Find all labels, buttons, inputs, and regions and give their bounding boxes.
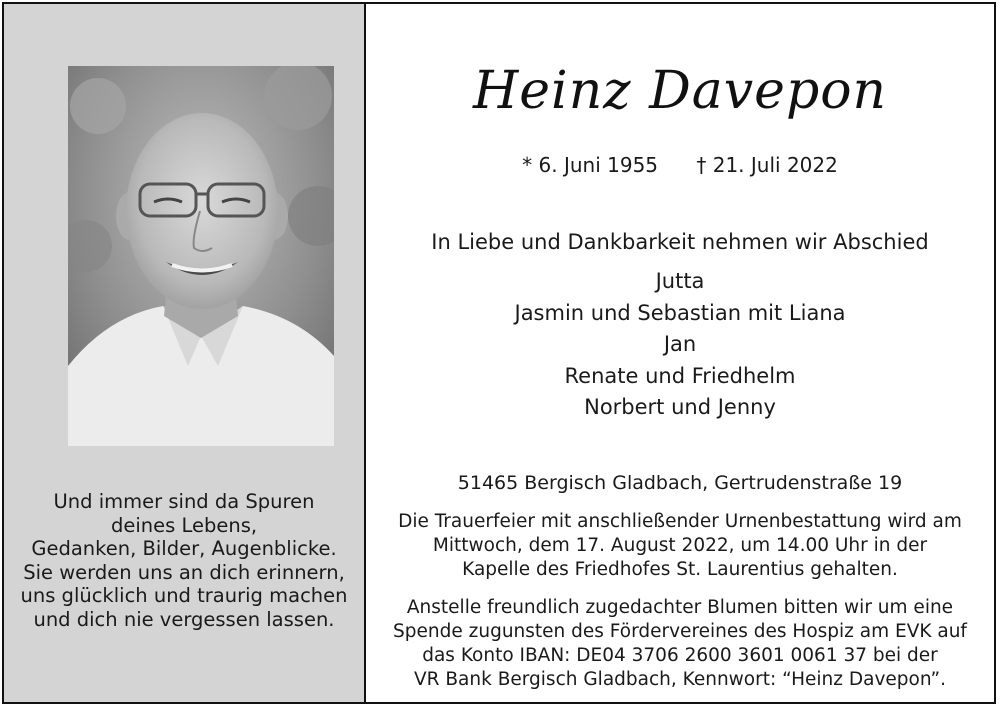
poem-line: Sie werden uns an dich erinnern,	[23, 560, 345, 584]
ceremony-line: Kapelle des Friedhofes St. Laurentius gehalten.	[462, 559, 898, 580]
poem-line: und dich nie vergessen lassen.	[33, 607, 335, 631]
donation-line: Anstelle freundlich zugedachter Blumen bitten wir um eine	[406, 597, 954, 618]
death-date: † 21. Juli 2022	[696, 153, 838, 177]
left-panel	[4, 4, 366, 702]
obituary-card	[2, 2, 996, 704]
mourner-name: Jasmin und Sebastian mit Liana	[514, 300, 846, 325]
family-address: 51465 Bergisch Gladbach, Gertrudenstraße 19	[457, 472, 903, 494]
mourner-name: Jan	[663, 332, 697, 356]
donation-notice	[366, 596, 994, 692]
farewell-line: In Liebe und Dankbarkeit nehmen wir Abschied	[431, 230, 929, 254]
donation-line: VR Bank Bergisch Gladbach, Kennwort: “Heinz Davepon”.	[413, 669, 947, 690]
deceased-name: Heinz Davepon	[472, 61, 888, 121]
poem-line: deines Lebens,	[110, 513, 258, 537]
mourner-name: Norbert und Jenny	[584, 395, 776, 419]
poem-line: Und immer sind da Spuren	[53, 490, 315, 513]
poem	[4, 490, 364, 631]
right-panel	[366, 4, 994, 702]
birth-date: * 6. Juni 1955	[522, 153, 659, 177]
donation-line: das Konto IBAN: DE04 3706 2600 3601 0061 37 bei der	[422, 645, 938, 666]
life-dates	[366, 152, 994, 178]
mourner-name: Renate und Friedhelm	[564, 363, 796, 388]
mourner-list	[366, 266, 994, 424]
donation-line: Spende zugunsten des Fördervereines des Hospiz am EVK auf	[393, 621, 967, 642]
ceremony-notice	[366, 510, 994, 582]
poem-line: Gedanken, Bilder, Augenblicke.	[31, 537, 337, 560]
poem-line: uns glücklich und traurig machen	[20, 584, 348, 607]
portrait-photo	[68, 66, 334, 446]
mourner-name: Jutta	[655, 269, 705, 293]
ceremony-line: Die Trauerfeier mit anschließender Urnenbestattung wird am	[398, 511, 962, 532]
ceremony-line: Mittwoch, dem 17. August 2022, um 14.00 Uhr in der	[432, 535, 928, 556]
